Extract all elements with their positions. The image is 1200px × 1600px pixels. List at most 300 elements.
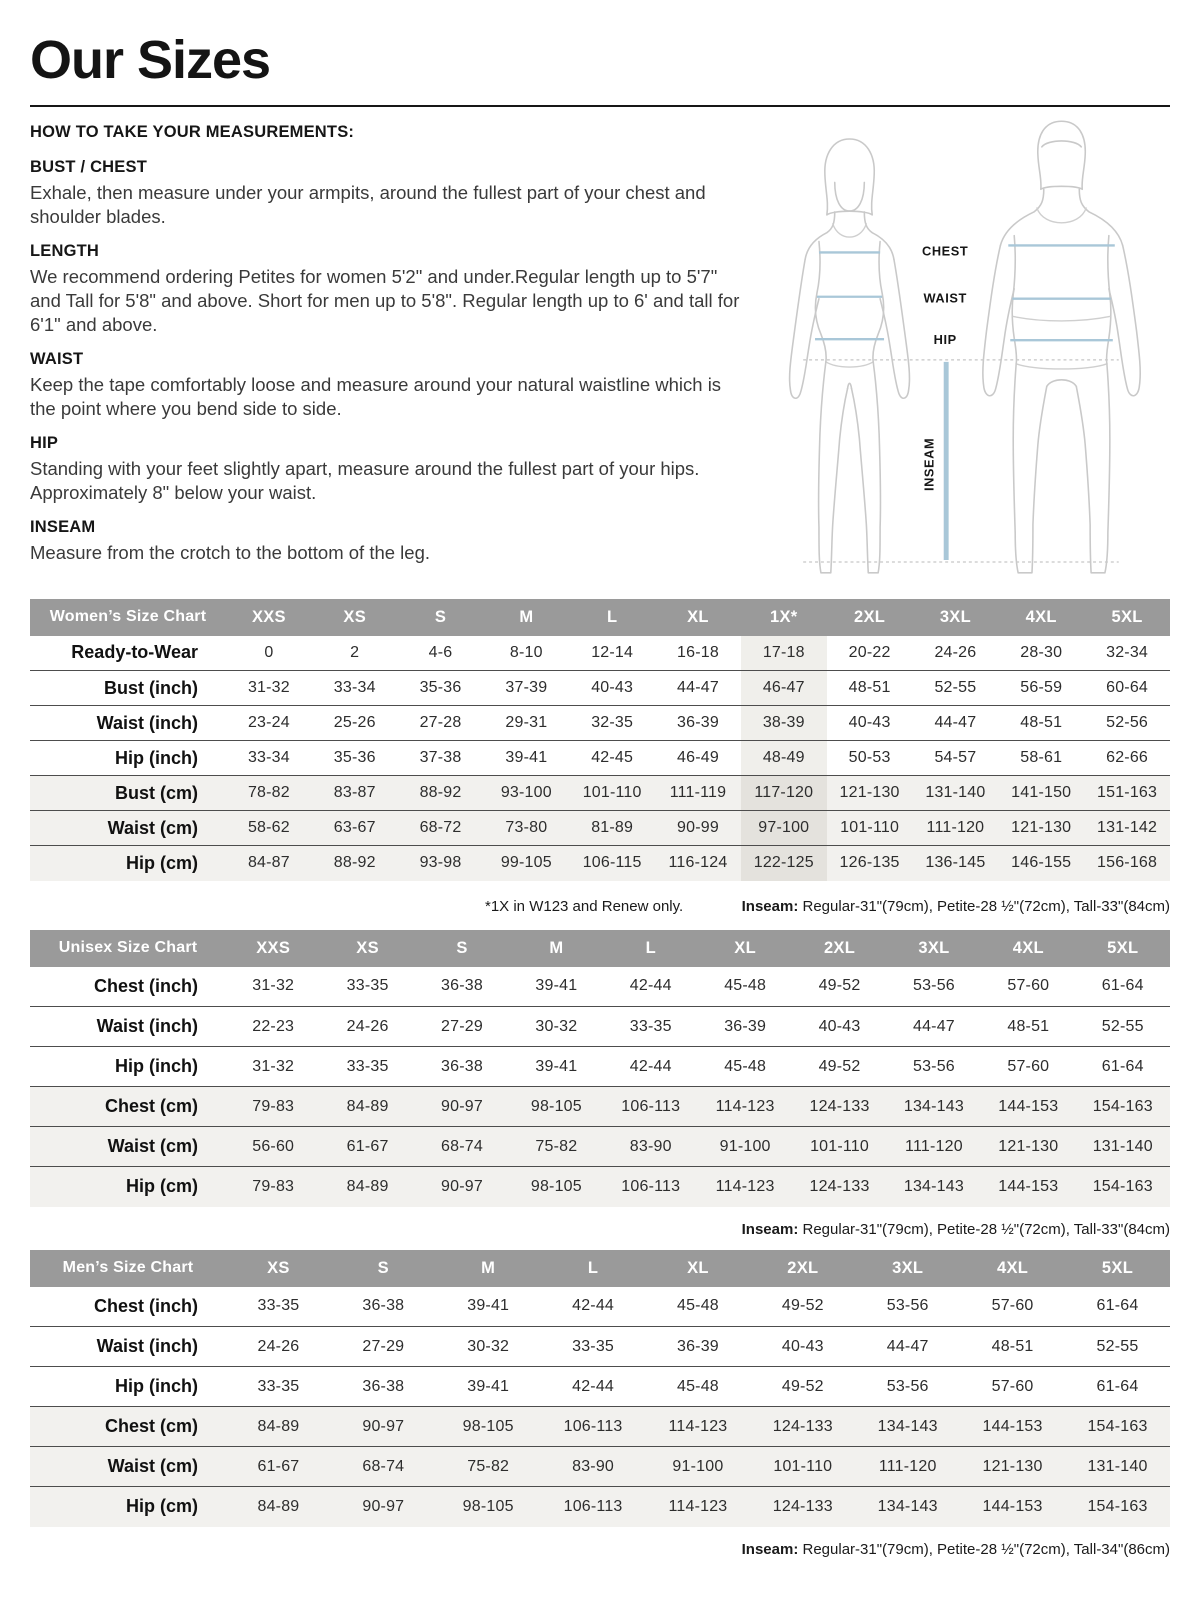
table-cell: 101-110 — [810, 1137, 869, 1155]
table-cell: 32-34 — [1106, 643, 1149, 661]
table-cell: 31-32 — [252, 977, 295, 995]
section-heading: BUST / CHEST — [30, 157, 147, 176]
table-cell: 56-60 — [252, 1137, 295, 1155]
table-cell: 121-130 — [998, 1137, 1059, 1155]
table-cell: 33-34 — [333, 679, 376, 697]
table-cell: 90-97 — [441, 1097, 483, 1115]
row-label: Hip (cm) — [126, 1496, 198, 1517]
table-row — [30, 1087, 1170, 1127]
table-cell: 40-43 — [781, 1337, 824, 1355]
table-cell: 2 — [350, 643, 360, 661]
table-cell: 36-38 — [441, 1057, 483, 1075]
section-body: We recommend ordering Petites for women 5'2" and under.Regular length up to 5'7" and Tall for 5'8" and above. Short for men up to 5'8". Regular length up to 6' and tall for 6'1" and above. — [30, 265, 740, 335]
table-cell: 111-119 — [669, 784, 727, 802]
table-cell: 111-120 — [905, 1137, 963, 1155]
women-size-table — [30, 599, 1170, 881]
table-cell: 52-55 — [1101, 1017, 1144, 1035]
unisex-size-table — [30, 930, 1170, 1207]
table-cell: 116-124 — [668, 854, 728, 872]
table-row — [30, 671, 1170, 706]
table-cell: 53-56 — [912, 1057, 955, 1075]
section-heading: INSEAM — [30, 518, 96, 537]
table-cell: 83-90 — [572, 1457, 615, 1475]
row-label: Bust (cm) — [114, 782, 198, 803]
inseam-note-label: Inseam: — [741, 897, 799, 915]
table-cell: 124-133 — [809, 1097, 870, 1115]
male-figure — [983, 121, 1140, 573]
section-body: Measure from the crotch to the bottom of the leg. — [30, 542, 431, 564]
table-cell: 17-18 — [741, 636, 827, 671]
table-cell: 91-100 — [719, 1137, 771, 1155]
table-cell: 84-89 — [257, 1497, 300, 1515]
table-cell: 33-35 — [257, 1297, 300, 1315]
table-cell: 117-120 — [741, 776, 827, 811]
women-table-footnotes — [30, 898, 1170, 915]
table-cell: 40-43 — [818, 1017, 861, 1035]
column-header: 5XL — [1084, 599, 1170, 636]
size-diagram-svg — [746, 111, 1170, 589]
table-cell: 12-14 — [591, 643, 634, 661]
row-label: Hip (inch) — [115, 1056, 198, 1077]
table-cell: 32-35 — [591, 714, 634, 732]
table-cell: 144-153 — [998, 1177, 1059, 1195]
table-cell: 84-87 — [247, 854, 290, 872]
table-cell: 36-38 — [441, 977, 483, 995]
table-cell: 33-35 — [346, 1057, 389, 1075]
table-cell: 24-26 — [934, 643, 977, 661]
column-header: M — [509, 930, 603, 967]
mens-size-table — [30, 1250, 1170, 1527]
table-cell: 131-140 — [1092, 1137, 1153, 1155]
table-cell: 46-49 — [677, 749, 719, 767]
table-row — [30, 706, 1170, 741]
column-header: L — [604, 930, 698, 967]
table-cell: 84-89 — [346, 1177, 389, 1195]
table-cell: 46-47 — [741, 671, 827, 706]
table-cell: 73-80 — [505, 819, 548, 837]
column-header: 5XL — [1076, 930, 1170, 967]
table-cell: 31-32 — [252, 1057, 295, 1075]
table-cell: 124-133 — [772, 1417, 833, 1435]
table-cell: 61-64 — [1096, 1297, 1139, 1315]
table-cell: 111-120 — [926, 819, 985, 837]
table-cell: 144-153 — [982, 1497, 1043, 1515]
table-cell: 49-52 — [781, 1297, 824, 1315]
table-cell: 61-64 — [1096, 1377, 1139, 1395]
table-cell: 106-113 — [563, 1417, 623, 1435]
column-header: L — [541, 1250, 646, 1287]
measurement-section-inseam — [30, 518, 742, 565]
table-cell: 52-55 — [1096, 1337, 1139, 1355]
table-cell: 79-83 — [252, 1177, 295, 1195]
table-title: Women’s Size Chart — [30, 599, 226, 636]
column-header: 3XL — [913, 599, 999, 636]
table-cell: 48-51 — [1007, 1017, 1050, 1035]
table-cell: 50-53 — [848, 749, 891, 767]
table-cell: 101-110 — [840, 819, 900, 837]
inseam-note-text: Regular-31"(79cm), Petite-28 ½"(72cm), Tall-33"(84cm) — [798, 897, 1170, 915]
table-cell: 45-48 — [676, 1377, 719, 1395]
table-cell: 33-35 — [572, 1337, 615, 1355]
table-cell: 53-56 — [912, 977, 955, 995]
table-row — [30, 1007, 1170, 1047]
table-cell: 93-98 — [419, 854, 462, 872]
table-cell: 23-24 — [247, 714, 290, 732]
body-measurement-diagram — [746, 111, 1170, 589]
intro-section — [30, 123, 1170, 589]
table-row — [30, 1167, 1170, 1207]
table-cell: 56-59 — [1020, 679, 1063, 697]
mens-inseam-note — [30, 1541, 1170, 1558]
table-cell: 106-115 — [582, 854, 642, 872]
row-label: Waist (cm) — [107, 817, 198, 838]
table-cell: 37-39 — [505, 679, 548, 697]
column-header: S — [415, 930, 509, 967]
column-header: XXS — [226, 599, 312, 636]
column-header: XL — [646, 1250, 751, 1287]
column-header: XS — [226, 1250, 331, 1287]
table-cell: 27-28 — [419, 714, 462, 732]
table-cell: 68-74 — [362, 1457, 405, 1475]
column-header: S — [398, 599, 484, 636]
column-header: M — [483, 599, 569, 636]
table-cell: 52-56 — [1106, 714, 1149, 732]
row-label: Chest (inch) — [93, 975, 198, 996]
measurement-section-length — [30, 242, 742, 337]
table-cell: 154-163 — [1087, 1417, 1148, 1435]
female-figure — [790, 139, 910, 573]
table-cell: 49-52 — [781, 1377, 824, 1395]
table-cell: 62-66 — [1106, 749, 1149, 767]
table-cell: 42-44 — [572, 1297, 615, 1315]
table-cell: 154-163 — [1092, 1177, 1153, 1195]
table-cell: 36-39 — [676, 1337, 719, 1355]
table-cell: 27-29 — [441, 1017, 483, 1035]
column-header: 3XL — [887, 930, 981, 967]
table-cell: 44-47 — [886, 1337, 929, 1355]
row-label: Chest (cm) — [104, 1096, 198, 1117]
table-cell: 8-10 — [509, 643, 543, 661]
table-cell: 134-143 — [903, 1097, 964, 1115]
measurement-section-waist — [30, 350, 742, 421]
table-cell: 156-168 — [1097, 854, 1158, 872]
table-cell: 48-51 — [1020, 714, 1063, 732]
table-cell: 98-105 — [462, 1417, 514, 1435]
table-cell: 68-74 — [441, 1137, 483, 1155]
table-cell: 30-32 — [467, 1337, 510, 1355]
table-cell: 39-41 — [535, 1057, 578, 1075]
table-row — [30, 1487, 1170, 1527]
table-cell: 39-41 — [467, 1377, 510, 1395]
column-header: XXS — [226, 930, 320, 967]
table-cell: 90-97 — [362, 1497, 405, 1515]
table-cell: 42-44 — [572, 1377, 615, 1395]
table-cell: 98-105 — [462, 1497, 514, 1515]
table-cell: 38-39 — [741, 706, 827, 741]
table-cell: 44-47 — [934, 714, 977, 732]
table-cell: 33-34 — [247, 749, 290, 767]
inseam-note-label: Inseam: — [741, 1540, 799, 1558]
table-cell: 90-99 — [677, 819, 719, 837]
table-cell: 42-44 — [629, 977, 672, 995]
table-cell: 16-18 — [677, 643, 719, 661]
column-header: 4XL — [960, 1250, 1065, 1287]
table-cell: 44-47 — [912, 1017, 955, 1035]
table-cell: 131-142 — [1097, 819, 1158, 837]
row-label: Chest (inch) — [93, 1295, 198, 1316]
section-body: Standing with your feet slightly apart, measure around the fullest part of your hips. Approximately 8" below your waist. — [30, 458, 700, 504]
table-row — [30, 1327, 1170, 1367]
table-cell: 146-155 — [1011, 854, 1072, 872]
table-cell: 49-52 — [818, 977, 861, 995]
table-cell: 124-133 — [772, 1497, 833, 1515]
table-cell: 36-39 — [677, 714, 719, 732]
column-header: 3XL — [855, 1250, 960, 1287]
table-cell: 68-72 — [419, 819, 462, 837]
column-header: XS — [320, 930, 414, 967]
inseam-note-label: Inseam: — [741, 1220, 799, 1238]
table-cell: 25-26 — [333, 714, 376, 732]
table-cell: 154-163 — [1092, 1097, 1153, 1115]
table-row — [30, 741, 1170, 776]
table-cell: 24-26 — [346, 1017, 389, 1035]
table-cell: 27-29 — [362, 1337, 405, 1355]
column-header: S — [331, 1250, 436, 1287]
table-cell: 20-22 — [848, 643, 891, 661]
table-cell: 99-105 — [500, 854, 552, 872]
column-header: XS — [312, 599, 398, 636]
table-cell: 48-51 — [848, 679, 891, 697]
table-cell: 131-140 — [925, 784, 986, 802]
table-cell: 39-41 — [505, 749, 548, 767]
table-cell: 57-60 — [991, 1297, 1034, 1315]
table-cell: 33-35 — [346, 977, 389, 995]
row-label: Hip (cm) — [126, 852, 198, 873]
table-cell: 121-130 — [839, 784, 900, 802]
table-cell: 124-133 — [809, 1177, 870, 1195]
table-cell: 22-23 — [252, 1017, 295, 1035]
inseam-note-text: Regular-31"(79cm), Petite-28 ½"(72cm), Tall-33"(84cm) — [798, 1220, 1170, 1238]
table-cell: 49-52 — [818, 1057, 861, 1075]
table-row — [30, 636, 1170, 671]
table-row — [30, 776, 1170, 811]
table-cell: 39-41 — [535, 977, 578, 995]
table-cell: 126-135 — [839, 854, 900, 872]
table-cell: 106-113 — [621, 1097, 681, 1115]
table-cell: 35-36 — [333, 749, 376, 767]
measurements-heading: HOW TO TAKE YOUR MEASUREMENTS: — [30, 122, 355, 141]
table-cell: 134-143 — [877, 1497, 938, 1515]
table-cell: 101-110 — [582, 784, 642, 802]
table-cell: 114-123 — [715, 1177, 775, 1195]
table-title: Men’s Size Chart — [30, 1250, 226, 1287]
table-title: Unisex Size Chart — [30, 930, 226, 967]
table-cell: 45-48 — [724, 1057, 767, 1075]
table-cell: 78-82 — [247, 784, 290, 802]
section-heading: HIP — [30, 434, 59, 453]
measurement-section-bust-chest — [30, 158, 742, 229]
table-cell: 121-130 — [1011, 819, 1072, 837]
table-row — [30, 811, 1170, 846]
row-label: Ready-to-Wear — [71, 642, 198, 663]
section-heading: LENGTH — [30, 241, 100, 260]
table-cell: 28-30 — [1020, 643, 1063, 661]
table-cell: 36-38 — [362, 1297, 405, 1315]
chest-label: CHEST — [922, 243, 969, 259]
table-cell: 36-38 — [362, 1377, 405, 1395]
table-cell: 30-32 — [535, 1017, 578, 1035]
table-cell: 93-100 — [500, 784, 552, 802]
table-cell: 144-153 — [982, 1417, 1043, 1435]
table-header-row — [30, 1250, 1170, 1287]
table-cell: 114-123 — [668, 1497, 728, 1515]
table-cell: 106-113 — [563, 1497, 623, 1515]
hip-label: HIP — [933, 331, 957, 347]
table-row — [30, 1407, 1170, 1447]
column-header: 1X* — [741, 599, 827, 636]
table-cell: 75-82 — [535, 1137, 578, 1155]
table-cell: 53-56 — [886, 1377, 929, 1395]
column-header: M — [436, 1250, 541, 1287]
table-cell: 84-89 — [346, 1097, 389, 1115]
page-title: Our Sizes — [30, 30, 271, 90]
table-cell: 61-67 — [346, 1137, 389, 1155]
table-cell: 83-90 — [629, 1137, 672, 1155]
section-body: Keep the tape comfortably loose and measure around your natural waistline which is the point where you bend side to side. — [30, 373, 722, 419]
table-cell: 40-43 — [848, 714, 891, 732]
table-cell: 114-123 — [668, 1417, 728, 1435]
table-row — [30, 1127, 1170, 1167]
table-cell: 60-64 — [1106, 679, 1149, 697]
table-cell: 91-100 — [672, 1457, 724, 1475]
table-cell: 98-105 — [530, 1177, 582, 1195]
row-label: Hip (inch) — [115, 747, 198, 768]
table-cell: 4-6 — [428, 643, 453, 661]
section-body: Exhale, then measure under your armpits, around the fullest part of your chest and shoulder blades. — [30, 181, 706, 227]
table-cell: 44-47 — [677, 679, 719, 697]
table-cell: 0 — [264, 643, 274, 661]
table-cell: 48-51 — [991, 1337, 1034, 1355]
table-cell: 84-89 — [257, 1417, 300, 1435]
table-cell: 63-67 — [333, 819, 376, 837]
table-cell: 40-43 — [591, 679, 634, 697]
table-cell: 98-105 — [530, 1097, 582, 1115]
table-cell: 154-163 — [1087, 1497, 1148, 1515]
table-header-row — [30, 599, 1170, 636]
column-header: XL — [698, 930, 792, 967]
table-cell: 131-140 — [1087, 1457, 1148, 1475]
table-cell: 57-60 — [1007, 977, 1050, 995]
table-cell: 79-83 — [252, 1097, 295, 1115]
women-inseam-note — [742, 898, 1170, 915]
table-cell: 39-41 — [467, 1297, 510, 1315]
footnote-1x: *1X in W123 and Renew only. — [485, 897, 684, 915]
row-label: Waist (inch) — [96, 1016, 198, 1037]
table-cell: 144-153 — [998, 1097, 1059, 1115]
table-cell: 48-49 — [741, 741, 827, 776]
row-label: Hip (inch) — [115, 1376, 198, 1397]
table-cell: 33-35 — [257, 1377, 300, 1395]
table-cell: 61-67 — [257, 1457, 300, 1475]
section-heading: WAIST — [30, 349, 84, 368]
column-header: 2XL — [792, 930, 886, 967]
table-cell: 52-55 — [934, 679, 977, 697]
column-header: 4XL — [998, 599, 1084, 636]
row-label: Bust (inch) — [104, 677, 198, 698]
row-label: Waist (cm) — [107, 1456, 198, 1477]
table-cell: 54-57 — [934, 749, 977, 767]
table-cell: 45-48 — [676, 1297, 719, 1315]
table-cell: 58-62 — [247, 819, 290, 837]
table-cell: 141-150 — [1011, 784, 1072, 802]
table-cell: 88-92 — [419, 784, 462, 802]
waist-label: WAIST — [923, 290, 967, 306]
table-cell: 75-82 — [467, 1457, 510, 1475]
table-cell: 81-89 — [591, 819, 634, 837]
row-label: Waist (cm) — [107, 1136, 198, 1157]
inseam-label: INSEAM — [921, 437, 937, 491]
table-cell: 61-64 — [1101, 1057, 1144, 1075]
table-cell: 111-120 — [878, 1457, 937, 1475]
table-cell: 36-39 — [724, 1017, 767, 1035]
table-cell: 31-32 — [247, 679, 290, 697]
inseam-note-text: Regular-31"(79cm), Petite-28 ½"(72cm), Tall-34"(86cm) — [798, 1540, 1170, 1558]
table-cell: 45-48 — [724, 977, 767, 995]
title-divider — [30, 105, 1170, 107]
row-label: Waist (inch) — [96, 1336, 198, 1357]
row-label: Waist (inch) — [96, 712, 198, 733]
table-cell: 114-123 — [715, 1097, 775, 1115]
table-cell: 61-64 — [1101, 977, 1144, 995]
table-cell: 33-35 — [629, 1017, 672, 1035]
column-header: 2XL — [750, 1250, 855, 1287]
table-cell: 58-61 — [1020, 749, 1063, 767]
table-cell: 57-60 — [991, 1377, 1034, 1395]
table-row — [30, 846, 1170, 881]
table-cell: 101-110 — [773, 1457, 833, 1475]
table-cell: 29-31 — [505, 714, 548, 732]
table-cell: 90-97 — [362, 1417, 405, 1435]
table-cell: 90-97 — [441, 1177, 483, 1195]
table-cell: 24-26 — [257, 1337, 300, 1355]
column-header: 4XL — [981, 930, 1075, 967]
table-row — [30, 967, 1170, 1007]
table-cell: 97-100 — [741, 811, 827, 846]
table-cell: 53-56 — [886, 1297, 929, 1315]
table-cell: 134-143 — [877, 1417, 938, 1435]
unisex-inseam-note — [30, 1221, 1170, 1238]
table-row — [30, 1287, 1170, 1327]
table-cell: 121-130 — [982, 1457, 1043, 1475]
table-cell: 37-38 — [419, 749, 462, 767]
table-cell: 136-145 — [925, 854, 986, 872]
measurement-guide — [30, 123, 742, 589]
table-row — [30, 1047, 1170, 1087]
table-cell: 42-45 — [591, 749, 634, 767]
table-cell: 151-163 — [1097, 784, 1158, 802]
measurement-section-hip — [30, 434, 742, 505]
table-cell: 42-44 — [629, 1057, 672, 1075]
table-row — [30, 1367, 1170, 1407]
row-label: Hip (cm) — [126, 1176, 198, 1197]
table-header-row — [30, 930, 1170, 967]
table-cell: 122-125 — [741, 846, 827, 881]
table-cell: 83-87 — [333, 784, 376, 802]
column-header: 2XL — [827, 599, 913, 636]
table-cell: 35-36 — [419, 679, 462, 697]
table-row — [30, 1447, 1170, 1487]
row-label: Chest (cm) — [104, 1416, 198, 1437]
